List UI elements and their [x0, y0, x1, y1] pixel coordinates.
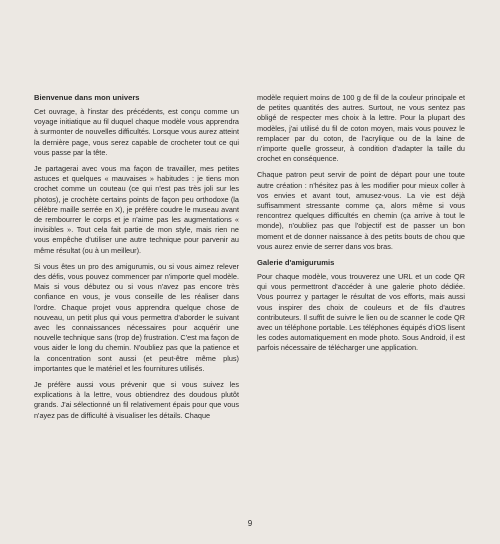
paragraph: modèle requiert moins de 100 g de fil de la couleur principale et de petites quantités des autres. Surtout, ne vous sentez pas obligé de respecter mes choix à la lettre. Pour la plupart des modèles, j'ai utilisé du fil de coton moyen, mais vous pouvez le remplacer par du coton, de l'acrylique ou de la laine de n'importe quelle grosseur, à condition d'adapter la taille du crochet en conséquence.: [257, 93, 465, 164]
left-column: [34, 93, 239, 427]
paragraph: Je préfère aussi vous prévenir que si vous suivez les explications à la lettre, vous obtiendrez des doudous plutôt grands. J'ai sélectionné un fil relativement épais pour que vous n'ayez pas de difficulté à visualiser les détails. Chaque: [34, 380, 239, 420]
paragraph: Pour chaque modèle, vous trouverez une URL et un code QR qui vous permettront d'accéder à une galerie photo dédiée. Vous pourrez y partager le résultat de vos efforts, mais aussi vous inspirer des choix de couleurs et de fils d'autres contributeurs. Il suffit de suivre le lien ou de scanner le code QR avec un téléphone portable. Les téléphones équipés d'iOS lisent les codes automatiquement en mode photo. Sous Android, il est parfois nécessaire de télécharger une application.: [257, 272, 465, 353]
paragraph: Cet ouvrage, à l'instar des précédents, est conçu comme un voyage initiatique au fil duquel chaque modèle vous apprendra à surmonter de nouvelles difficultés. Lorsque vous aurez atteint la dernière page, vous serez capable de crocheter tout ce qui vous passe par la tête.: [34, 107, 239, 157]
page-number: 9: [247, 519, 253, 528]
paragraph: Je partagerai avec vous ma façon de travailler, mes petites astuces et quelques « mauvaises » habitudes : je tiens mon crochet comme un couteau (ce qui n'est pas très joli sur les photos), je crochète certains points de façon peu orthodoxe (la célèbre maille serrée en X), je préfère coudre le museau avant de rembourrer le corps et je n'aime pas les augmentations « invisibles ». Tout cela fait partie de mon style, mais rien ne vous empêche d'utiliser une autre technique pour parvenir au même résultat (ou à un meilleur).: [34, 164, 239, 255]
section-heading-welcome: Bienvenue dans mon univers: [34, 93, 140, 102]
section-heading-gallery: Galerie d'amigurumis: [257, 258, 335, 268]
right-column: [257, 93, 465, 360]
paragraph: Si vous êtes un pro des amigurumis, ou si vous aimez relever des défis, vous pouvez commencer par n'importe quel modèle. Mais si vous débutez ou si vous n'avez pas encore très confiance en vous, je vous conseille de les réaliser dans l'ordre. Chaque projet vous apprendra quelque chose de nouveau, un petit plus qui vous permettra d'aborder le suivant avec les connaissances nécessaires pour acquérir une nouvelle technique sans (trop de) frustration. C'est ma façon de vous aider le long du chemin. N'oubliez pas que la patience et la concentration sont aussi (et peut-être même plus) importantes que le matériel et les fournitures utilisés.: [34, 261, 240, 373]
paragraph: Chaque patron peut servir de point de départ pour une toute autre création : n'hésitez pas à les modifier pour mieux coller à vos envies et avant tout, amusez-vous. La vie est déjà suffisamment stressante comme ça, alors même si vous rencontrez quelques difficultés en chemin (ça arrive à tout le monde), n'oubliez pas que l'objectif est de passer un bon moment et de donner naissance à des petits bouts de chou que vous aurez envie de serrer dans vos bras.: [257, 170, 465, 251]
